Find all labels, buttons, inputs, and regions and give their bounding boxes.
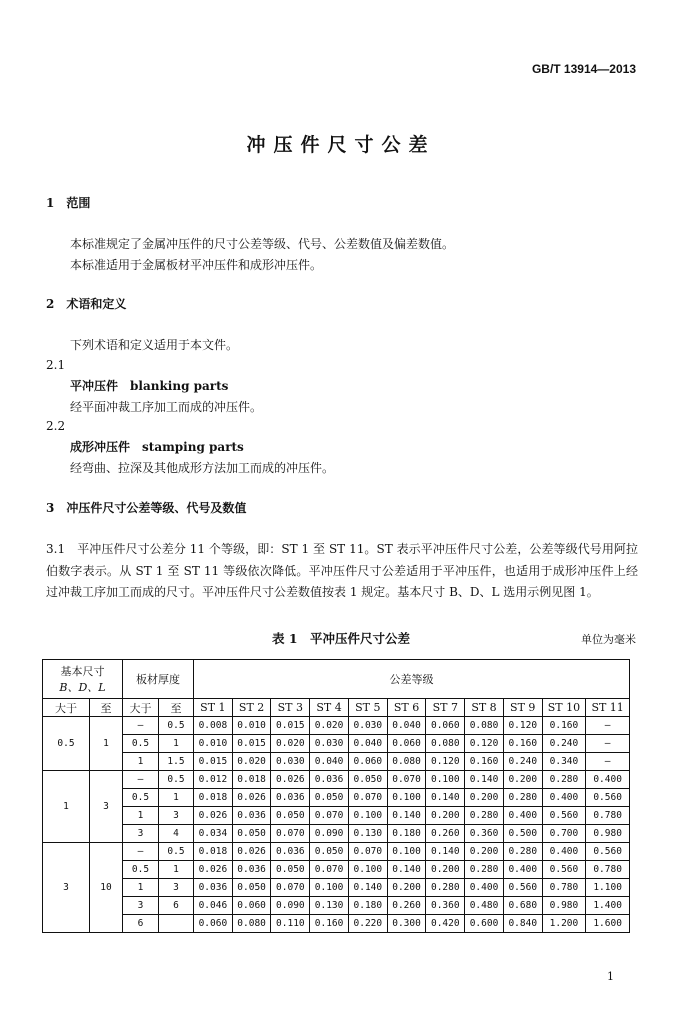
tolerance-value: 0.020	[232, 753, 271, 771]
tolerance-value: 0.240	[542, 735, 586, 753]
tolerance-value: 1.100	[586, 879, 630, 897]
header-basic-size-sub: B、D、L	[59, 681, 106, 694]
thickness-to: 1	[159, 735, 194, 753]
tolerance-value: 0.400	[503, 807, 542, 825]
section-title: 范围	[66, 196, 91, 210]
thickness-over: 0.5	[123, 735, 159, 753]
clause-number: 2.1	[46, 358, 66, 372]
tolerance-value: 0.200	[387, 879, 426, 897]
tolerance-value: 0.100	[426, 771, 465, 789]
tolerance-value: 0.420	[426, 915, 465, 933]
tolerance-value: 0.280	[542, 771, 586, 789]
tolerance-value: 0.400	[542, 789, 586, 807]
tolerance-value: —	[586, 717, 630, 735]
paragraph: 下列术语和定义适用于本文件。	[70, 338, 239, 352]
tolerance-value: 0.015	[271, 717, 310, 735]
tolerance-table	[42, 659, 630, 933]
tolerance-value: 1.600	[586, 915, 630, 933]
tolerance-value: 0.026	[271, 771, 310, 789]
tolerance-value: 0.240	[503, 753, 542, 771]
tolerance-value: 0.050	[271, 807, 310, 825]
thickness-over: 1	[123, 879, 159, 897]
tolerance-value: 0.100	[348, 807, 387, 825]
tolerance-value: 0.160	[465, 753, 504, 771]
paragraph-3-1: 3.1 平冲压件尺寸公差分 11 个等级，即：ST 1 至 ST 11。ST 表示平冲压件尺寸公差，公差等级代号用阿拉伯数字表示。从 ST 1 至 ST 11 等级依次降低。平冲压件尺寸公差适用于平冲压件，也适用于成形冲压件上经过冲裁工序加工而成的尺寸。平冲压件尺寸公差数值按表 1 规定。基本尺寸 B、D、L 选用示例见图 1。	[46, 542, 638, 600]
header-grade: ST 7	[426, 699, 465, 717]
tolerance-value: 0.020	[271, 735, 310, 753]
thickness-over: 0.5	[123, 789, 159, 807]
tolerance-value: 0.840	[503, 915, 542, 933]
term-definition: 经平面冲裁工序加工而成的冲压件。	[70, 400, 263, 414]
section-2-heading	[46, 295, 126, 312]
tolerance-value: 0.010	[194, 735, 233, 753]
tolerance-value: 0.140	[426, 843, 465, 861]
tolerance-value: 0.012	[194, 771, 233, 789]
tolerance-value: 0.018	[232, 771, 271, 789]
tolerance-value: 0.040	[310, 753, 349, 771]
table-row	[43, 717, 630, 735]
tolerance-value: 0.080	[465, 717, 504, 735]
tolerance-value: —	[586, 735, 630, 753]
tolerance-value: 0.060	[387, 735, 426, 753]
table-row	[43, 753, 630, 771]
term-en: stamping parts	[142, 440, 244, 454]
table-row	[43, 915, 630, 933]
tolerance-value: 0.560	[586, 843, 630, 861]
tolerance-value: 0.018	[194, 843, 233, 861]
header-grade: ST 1	[194, 699, 233, 717]
tolerance-value: 0.050	[310, 843, 349, 861]
term-cn: 成形冲压件	[70, 440, 131, 454]
thickness-over: 0.5	[123, 861, 159, 879]
thickness-over: —	[123, 771, 159, 789]
tolerance-value: 0.560	[542, 861, 586, 879]
tolerance-value: 0.080	[426, 735, 465, 753]
tolerance-value: 0.780	[586, 807, 630, 825]
header-thickness-over: 大于	[123, 699, 159, 717]
tolerance-value: 0.036	[310, 771, 349, 789]
tolerance-value: 0.015	[194, 753, 233, 771]
table-row	[43, 879, 630, 897]
thickness-over: 1	[123, 807, 159, 825]
tolerance-value: 0.034	[194, 825, 233, 843]
clause-number: 2.2	[46, 419, 66, 433]
tolerance-value: 0.090	[271, 897, 310, 915]
tolerance-value: 0.026	[232, 789, 271, 807]
table-row	[43, 807, 630, 825]
term-cn: 平冲压件	[70, 379, 119, 393]
header-thickness-to: 至	[159, 699, 194, 717]
tolerance-value: 0.015	[232, 735, 271, 753]
tolerance-value: 0.020	[310, 717, 349, 735]
thickness-to: 1	[159, 861, 194, 879]
page-title: 冲压件尺寸公差	[246, 134, 436, 156]
page-number: 1	[607, 970, 614, 983]
tolerance-value: —	[586, 753, 630, 771]
table-row	[43, 825, 630, 843]
thickness-over: 1	[123, 753, 159, 771]
tolerance-value: 0.050	[271, 861, 310, 879]
header-to: 至	[90, 699, 123, 717]
basic-size-over: 0.5	[43, 717, 90, 771]
paragraph: 本标准适用于金属板材平冲压件和成形冲压件。	[70, 258, 323, 272]
tolerance-value: 0.160	[503, 735, 542, 753]
tolerance-value: 0.560	[503, 879, 542, 897]
section-1-heading	[46, 194, 90, 211]
thickness-over: —	[123, 843, 159, 861]
section-number: 1	[46, 196, 55, 210]
tolerance-value: 0.400	[503, 861, 542, 879]
tolerance-value: 0.050	[232, 879, 271, 897]
tolerance-value: 0.360	[426, 897, 465, 915]
tolerance-value: 0.036	[271, 843, 310, 861]
tolerance-value: 0.280	[503, 789, 542, 807]
tolerance-value: 0.780	[586, 861, 630, 879]
basic-size-to: 3	[90, 771, 123, 843]
tolerance-value: 0.026	[194, 861, 233, 879]
tolerance-value: 0.120	[465, 735, 504, 753]
header-grade: ST 11	[586, 699, 630, 717]
paragraph: 本标准规定了金属冲压件的尺寸公差等级、代号、公差数值及偏差数值。	[70, 237, 455, 251]
tolerance-value: 0.140	[387, 807, 426, 825]
table-row	[43, 735, 630, 753]
term	[70, 438, 244, 455]
basic-size-over: 1	[43, 771, 90, 843]
tolerance-value: 0.140	[387, 861, 426, 879]
thickness-to: 3	[159, 879, 194, 897]
section-3-heading	[46, 499, 246, 516]
tolerance-value: 0.070	[310, 807, 349, 825]
basic-size-to: 1	[90, 717, 123, 771]
section-title: 术语和定义	[66, 297, 127, 311]
tolerance-value: 0.260	[387, 897, 426, 915]
tolerance-value: 0.280	[465, 861, 504, 879]
thickness-to	[159, 915, 194, 933]
tolerance-value: 0.140	[465, 771, 504, 789]
tolerance-value: 0.060	[426, 717, 465, 735]
term	[70, 377, 228, 394]
tolerance-value: 0.010	[232, 717, 271, 735]
tolerance-value: 0.070	[271, 879, 310, 897]
section-title: 冲压件尺寸公差等级、代号及数值	[66, 501, 247, 515]
header-over: 大于	[43, 699, 90, 717]
tolerance-value: 0.130	[348, 825, 387, 843]
tolerance-value: 0.560	[586, 789, 630, 807]
tolerance-value: 0.400	[465, 879, 504, 897]
basic-size-over: 3	[43, 843, 90, 933]
header-grade: ST 10	[542, 699, 586, 717]
thickness-to: 3	[159, 807, 194, 825]
tolerance-value: 0.160	[542, 717, 586, 735]
tolerance-value: 0.050	[310, 789, 349, 807]
tolerance-value: 0.280	[465, 807, 504, 825]
tolerance-value: 1.400	[586, 897, 630, 915]
thickness-to: 0.5	[159, 843, 194, 861]
tolerance-value: 0.110	[271, 915, 310, 933]
thickness-to: 4	[159, 825, 194, 843]
thickness-over: 3	[123, 897, 159, 915]
tolerance-value: 0.050	[348, 771, 387, 789]
tolerance-value: 0.130	[310, 897, 349, 915]
header-thickness: 板材厚度	[123, 660, 194, 699]
tolerance-value: 0.070	[348, 843, 387, 861]
header-grade: ST 6	[387, 699, 426, 717]
tolerance-value: 0.060	[194, 915, 233, 933]
header-basic-size-label: 基本尺寸	[60, 665, 105, 678]
tolerance-value: 0.100	[387, 843, 426, 861]
tolerance-value: 0.060	[348, 753, 387, 771]
thickness-to: 0.5	[159, 771, 194, 789]
thickness-to: 1.5	[159, 753, 194, 771]
tolerance-value: 0.070	[310, 861, 349, 879]
header-grade: ST 4	[310, 699, 349, 717]
header-grade: ST 5	[348, 699, 387, 717]
tolerance-value: 0.360	[465, 825, 504, 843]
tolerance-value: 0.200	[465, 789, 504, 807]
header-grade: ST 9	[503, 699, 542, 717]
tolerance-value: 0.680	[503, 897, 542, 915]
tolerance-value: 0.140	[426, 789, 465, 807]
table-row	[43, 789, 630, 807]
header-basic-size	[43, 660, 123, 699]
table-row	[43, 771, 630, 789]
tolerance-value: 0.018	[194, 789, 233, 807]
tolerance-value: 0.260	[426, 825, 465, 843]
table-row	[43, 897, 630, 915]
table-row	[43, 861, 630, 879]
table-caption: 表 1 平冲压件尺寸公差	[271, 631, 411, 646]
header-grade: ST 2	[232, 699, 271, 717]
tolerance-value: 0.180	[348, 897, 387, 915]
tolerance-value: 0.140	[348, 879, 387, 897]
tolerance-value: 0.100	[348, 861, 387, 879]
tolerance-value: 0.030	[310, 735, 349, 753]
tolerance-value: 0.980	[586, 825, 630, 843]
tolerance-value: 0.780	[542, 879, 586, 897]
tolerance-value: 0.036	[232, 807, 271, 825]
tolerance-value: 0.030	[348, 717, 387, 735]
tolerance-value: 0.700	[542, 825, 586, 843]
tolerance-value: 0.070	[348, 789, 387, 807]
tolerance-value: 0.300	[387, 915, 426, 933]
tolerance-value: 0.500	[503, 825, 542, 843]
header-grade: ST 3	[271, 699, 310, 717]
tolerance-value: 0.120	[503, 717, 542, 735]
tolerance-value: 0.040	[348, 735, 387, 753]
term-definition: 经弯曲、拉深及其他成形方法加工而成的冲压件。	[70, 461, 335, 475]
tolerance-value: 0.036	[271, 789, 310, 807]
tolerance-value: 0.600	[465, 915, 504, 933]
header-grade: ST 8	[465, 699, 504, 717]
tolerance-value: 0.060	[232, 897, 271, 915]
tolerance-value: 0.008	[194, 717, 233, 735]
tolerance-value: 0.560	[542, 807, 586, 825]
tolerance-value: 0.026	[194, 807, 233, 825]
tolerance-value: 0.160	[310, 915, 349, 933]
tolerance-value: 0.200	[426, 807, 465, 825]
tolerance-value: 0.030	[271, 753, 310, 771]
tolerance-value: 0.046	[194, 897, 233, 915]
tolerance-value: 0.200	[426, 861, 465, 879]
tolerance-value: 0.180	[387, 825, 426, 843]
tolerance-value: 0.200	[503, 771, 542, 789]
thickness-over: 6	[123, 915, 159, 933]
tolerance-value: 0.036	[232, 861, 271, 879]
tolerance-value: 0.280	[503, 843, 542, 861]
tolerance-value: 0.200	[465, 843, 504, 861]
tolerance-value: 0.980	[542, 897, 586, 915]
tolerance-value: 0.220	[348, 915, 387, 933]
section-number: 3	[46, 501, 55, 515]
tolerance-value: 0.090	[310, 825, 349, 843]
section-number: 2	[46, 297, 55, 311]
tolerance-value: 1.200	[542, 915, 586, 933]
thickness-over: 3	[123, 825, 159, 843]
basic-size-to: 10	[90, 843, 123, 933]
table-row	[43, 843, 630, 861]
tolerance-value: 0.070	[387, 771, 426, 789]
tolerance-value: 0.050	[232, 825, 271, 843]
thickness-to: 0.5	[159, 717, 194, 735]
thickness-to: 6	[159, 897, 194, 915]
tolerance-value: 0.026	[232, 843, 271, 861]
tolerance-value: 0.280	[426, 879, 465, 897]
tolerance-value: 0.400	[542, 843, 586, 861]
tolerance-value: 0.100	[310, 879, 349, 897]
standard-number: GB/T 13914—2013	[531, 62, 636, 76]
tolerance-value: 0.480	[465, 897, 504, 915]
tolerance-value: 0.080	[387, 753, 426, 771]
thickness-to: 1	[159, 789, 194, 807]
tolerance-value: 0.080	[232, 915, 271, 933]
tolerance-value: 0.100	[387, 789, 426, 807]
tolerance-value: 0.070	[271, 825, 310, 843]
thickness-over: —	[123, 717, 159, 735]
tolerance-value: 0.040	[387, 717, 426, 735]
table-unit: 单位为毫米	[581, 633, 636, 646]
tolerance-value: 0.036	[194, 879, 233, 897]
tolerance-value: 0.340	[542, 753, 586, 771]
tolerance-value: 0.400	[586, 771, 630, 789]
term-en: blanking parts	[130, 379, 229, 393]
header-tolerance-grade: 公差等级	[194, 660, 630, 699]
tolerance-value: 0.120	[426, 753, 465, 771]
